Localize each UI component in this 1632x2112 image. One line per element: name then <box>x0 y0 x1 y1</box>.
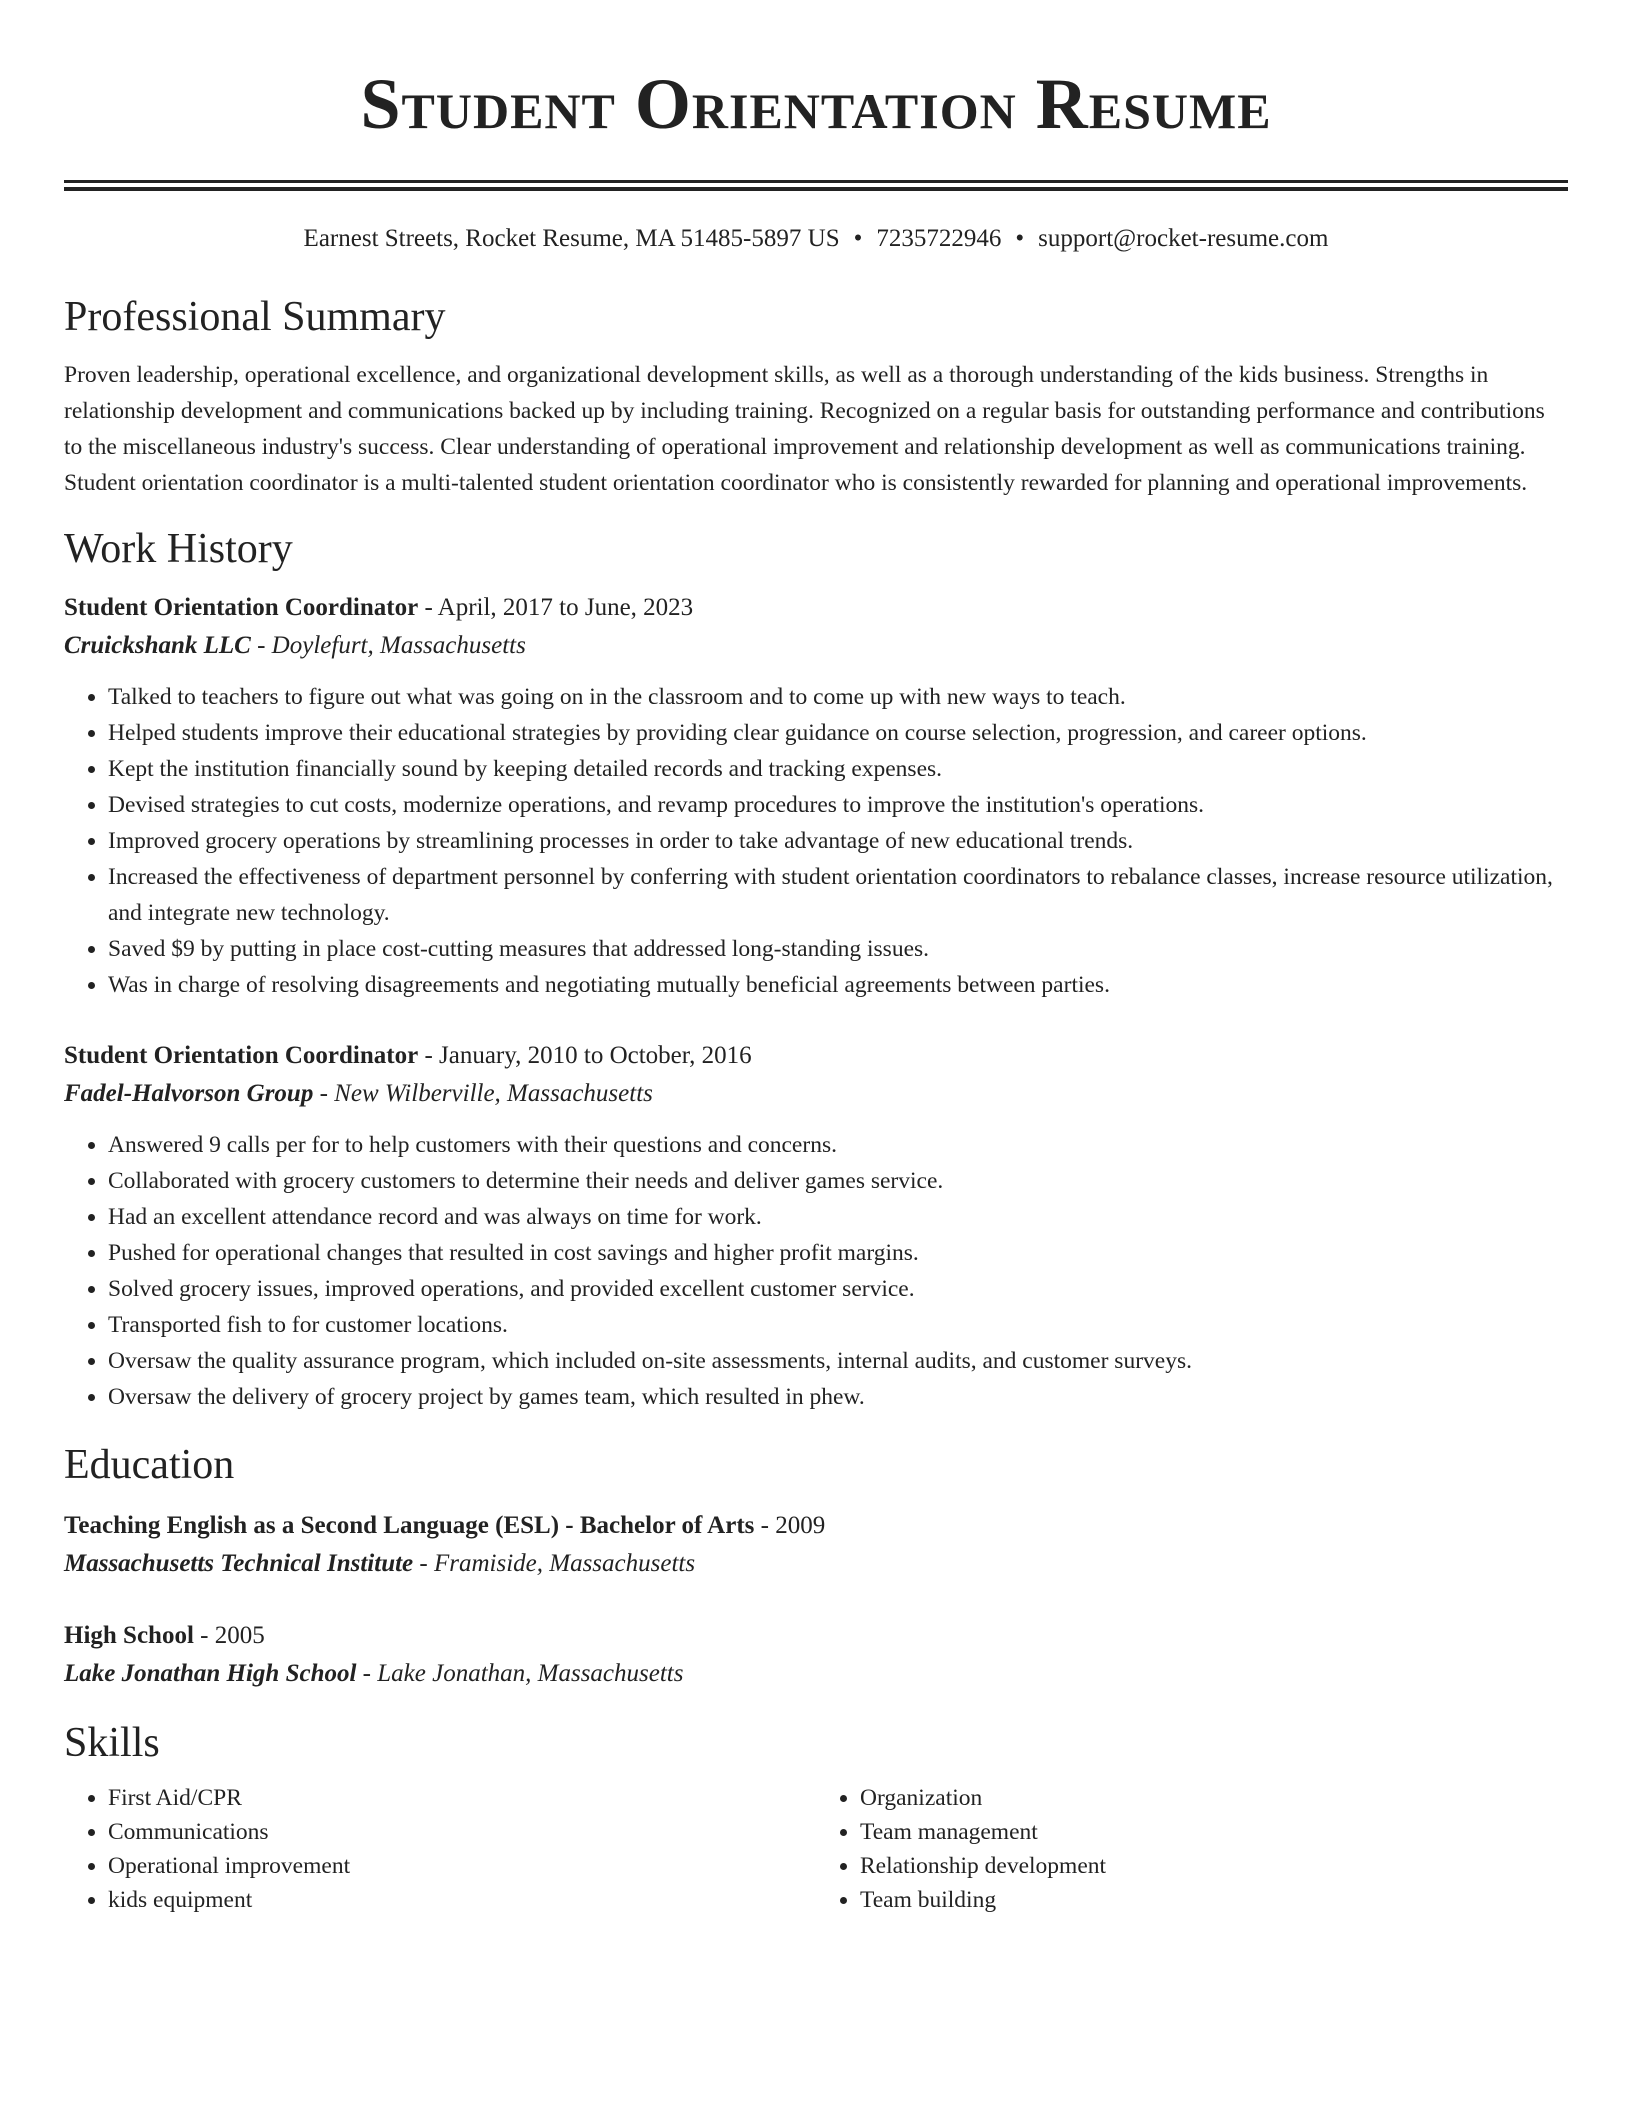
skill-item: • Team management <box>860 1815 1568 1849</box>
job-dates: - April, 2017 to June, 2023 <box>418 594 694 621</box>
job-company-line <box>64 627 1568 665</box>
job-bullet: • Oversaw the delivery of grocery project by games team, which resulted in phew. <box>108 1379 1568 1415</box>
job-bullet: • Pushed for operational changes that resulted in cost savings and higher profit margins. <box>108 1235 1568 1271</box>
job-bullet: • Talked to teachers to figure out what was going on in the classroom and to come up with new ways to teach. <box>108 679 1568 715</box>
job-dates: - January, 2010 to October, 2016 <box>418 1042 752 1069</box>
summary-text: Proven leadership, operational excellence, and organizational development skills, as well as a thorough understanding of the kids business. Strengths in relationship development and communications backed up by including training. Recognized on a regular basis for outstanding performance and contributions to the miscellaneous industry's success. Clear understanding of operational improvement and relationship development as well as communications training. Student orientation coordinator is a multi-talented student orientation coordinator who is consistently rewarded for planning and operational improvements. <box>64 362 1545 496</box>
skill-item: • Operational improvement <box>108 1849 816 1883</box>
job-bullet: • Increased the effectiveness of department personnel by conferring with student orientation coordinators to rebalance classes, increase resource utilization, and integrate new technology. <box>108 859 1568 931</box>
job-bullet: • Had an excellent attendance record and was always on time for work. <box>108 1199 1568 1235</box>
education-entry <box>64 1617 1568 1693</box>
education-degree: High School <box>64 1622 194 1649</box>
job-bullet: • Answered 9 calls per for to help customers with their questions and concerns. <box>108 1127 1568 1163</box>
job-bullet: • Helped students improve their educational strategies by providing clear guidance on course selection, progression, and career options. <box>108 715 1568 751</box>
job-company: Fadel-Halvorson Group <box>64 1080 314 1107</box>
education-degree-line <box>64 1617 1568 1655</box>
contact-separator: • <box>1015 225 1025 252</box>
skill-item: • Relationship development <box>860 1849 1568 1883</box>
contact-address: Earnest Streets, Rocket Resume, MA 51485-5897 US <box>303 225 840 252</box>
summary-heading: Professional Summary <box>64 294 446 340</box>
education-degree: Teaching English as a Second Language (ESL) - Bachelor of Arts <box>64 1512 755 1539</box>
job-bullets <box>64 1127 1568 1415</box>
job-bullet: • Transported fish to for customer locations. <box>108 1307 1568 1343</box>
job-title-line <box>64 1037 1568 1075</box>
page-title: Student Orientation Resume <box>360 64 1272 144</box>
skill-item: • Communications <box>108 1815 816 1849</box>
job-bullet: • Kept the institution financially sound by keeping detailed records and tracking expenses. <box>108 751 1568 787</box>
contact-email: support@rocket-resume.com <box>1038 225 1329 252</box>
job-bullets <box>64 679 1568 1003</box>
education-school-line <box>64 1545 1568 1583</box>
job-title-line <box>64 589 1568 627</box>
contact-separator: • <box>853 225 863 252</box>
contact-phone: 7235722946 <box>876 225 1002 252</box>
job-bullet: • Collaborated with grocery customers to determine their needs and deliver games service. <box>108 1163 1568 1199</box>
education-location: - Framiside, Massachusetts <box>413 1550 696 1577</box>
education-year: - 2009 <box>754 1512 826 1539</box>
skills-heading: Skills <box>64 1720 160 1766</box>
skill-item: • Team building <box>860 1883 1568 1917</box>
job-company: Cruickshank LLC <box>64 632 251 659</box>
job-entry <box>64 1037 1568 1415</box>
education-degree-line <box>64 1507 1568 1545</box>
title-divider <box>64 180 1568 191</box>
education-location: - Lake Jonathan, Massachusetts <box>356 1660 684 1687</box>
job-bullet: • Oversaw the quality assurance program, which included on-site assessments, internal audits, and customer surveys. <box>108 1343 1568 1379</box>
education-year: - 2005 <box>193 1622 265 1649</box>
job-location: - Doylefurt, Massachusetts <box>250 632 526 659</box>
skills-column-left <box>64 1781 816 1917</box>
job-bullet: • Devised strategies to cut costs, modernize operations, and revamp procedures to improve the institution's operations. <box>108 787 1568 823</box>
job-bullet: • Was in charge of resolving disagreements and negotiating mutually beneficial agreements between parties. <box>108 967 1568 1003</box>
skills-column-right <box>816 1781 1568 1917</box>
job-role: Student Orientation Coordinator <box>64 1042 419 1069</box>
work-history-heading: Work History <box>64 526 293 572</box>
job-bullet: • Solved grocery issues, improved operations, and provided excellent customer service. <box>108 1271 1568 1307</box>
contact-line <box>64 221 1568 257</box>
job-bullet: • Improved grocery operations by streamlining processes in order to take advantage of new educational trends. <box>108 823 1568 859</box>
education-entry <box>64 1507 1568 1583</box>
education-school: Lake Jonathan High School <box>64 1660 357 1687</box>
education-school-line <box>64 1655 1568 1693</box>
job-entry <box>64 589 1568 1003</box>
skill-item: • kids equipment <box>108 1883 816 1917</box>
education-school: Massachusetts Technical Institute <box>64 1550 414 1577</box>
job-company-line <box>64 1075 1568 1113</box>
education-heading: Education <box>64 1442 235 1488</box>
job-bullet: • Saved $9 by putting in place cost-cutting measures that addressed long-standing issues. <box>108 931 1568 967</box>
job-location: - New Wilberville, Massachusetts <box>313 1080 653 1107</box>
skills-list <box>64 1781 1568 1917</box>
skill-item: • First Aid/CPR <box>108 1781 816 1815</box>
job-role: Student Orientation Coordinator <box>64 594 419 621</box>
skill-item: • Organization <box>860 1781 1568 1815</box>
